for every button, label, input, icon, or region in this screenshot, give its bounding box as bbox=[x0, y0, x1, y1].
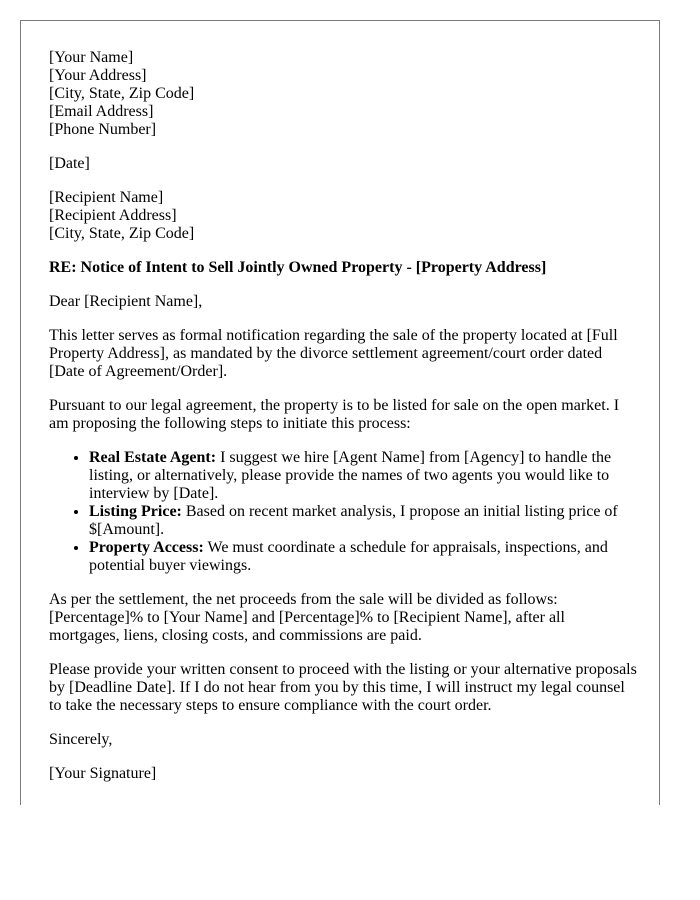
sender-address: [Your Address] bbox=[49, 67, 147, 84]
list-item bbox=[89, 539, 639, 575]
list-item bbox=[89, 503, 639, 539]
list-item-term: Property Access: bbox=[89, 539, 204, 556]
list-item-text: We must coordinate a schedule for appraisals, inspections, and potential buyer viewings. bbox=[89, 539, 608, 574]
list-item-term: Real Estate Agent: bbox=[89, 449, 217, 466]
letter-date: [Date] bbox=[49, 155, 90, 172]
sender-city-state-zip: [City, State, Zip Code] bbox=[49, 85, 195, 102]
recipient-block bbox=[49, 189, 639, 243]
intro-paragraph: This letter serves as formal notification regarding the sale of the property located at [Full Property Address], as mandated by the divorce settlement agreement/court order dated [Date of Agreement/Order]. bbox=[49, 327, 618, 380]
letter-page bbox=[20, 20, 660, 805]
list-item-text: I suggest we hire [Agent Name] from [Agency] to handle the listing, or alternatively, please provide the names of two agents you would like to interview by [Date]. bbox=[89, 449, 612, 502]
list-item-term: Listing Price: bbox=[89, 503, 182, 520]
salutation: Dear [Recipient Name], bbox=[49, 293, 203, 310]
subject-line: RE: Notice of Intent to Sell Jointly Owned Property - [Property Address] bbox=[49, 259, 547, 276]
sender-block bbox=[49, 49, 639, 139]
sender-name: [Your Name] bbox=[49, 49, 134, 66]
recipient-city-state-zip: [City, State, Zip Code] bbox=[49, 225, 195, 242]
sender-email: [Email Address] bbox=[49, 103, 154, 120]
list-item-text: Based on recent market analysis, I propose an initial listing price of $[Amount]. bbox=[89, 503, 618, 538]
closing: Sincerely, bbox=[49, 731, 113, 748]
steps-list bbox=[49, 449, 639, 575]
recipient-name: [Recipient Name] bbox=[49, 189, 164, 206]
proceeds-paragraph: As per the settlement, the net proceeds from the sale will be divided as follows: [Percentage]% to [Your Name] and [Percentage]% to [Recipient Name], after all mortgages, liens, closing costs, and commissions are paid. bbox=[49, 591, 565, 644]
consent-paragraph: Please provide your written consent to proceed with the listing or your alternative proposals by [Deadline Date]. If I do not hear from you by this time, I will instruct my legal counsel to take the necessary steps to ensure compliance with the court order. bbox=[49, 661, 637, 714]
signature: [Your Signature] bbox=[49, 765, 157, 782]
steps-intro-paragraph: Pursuant to our legal agreement, the property is to be listed for sale on the open market. I am proposing the following steps to initiate this process: bbox=[49, 397, 620, 432]
sender-phone: [Phone Number] bbox=[49, 121, 157, 138]
list-item bbox=[89, 449, 639, 503]
recipient-address: [Recipient Address] bbox=[49, 207, 177, 224]
